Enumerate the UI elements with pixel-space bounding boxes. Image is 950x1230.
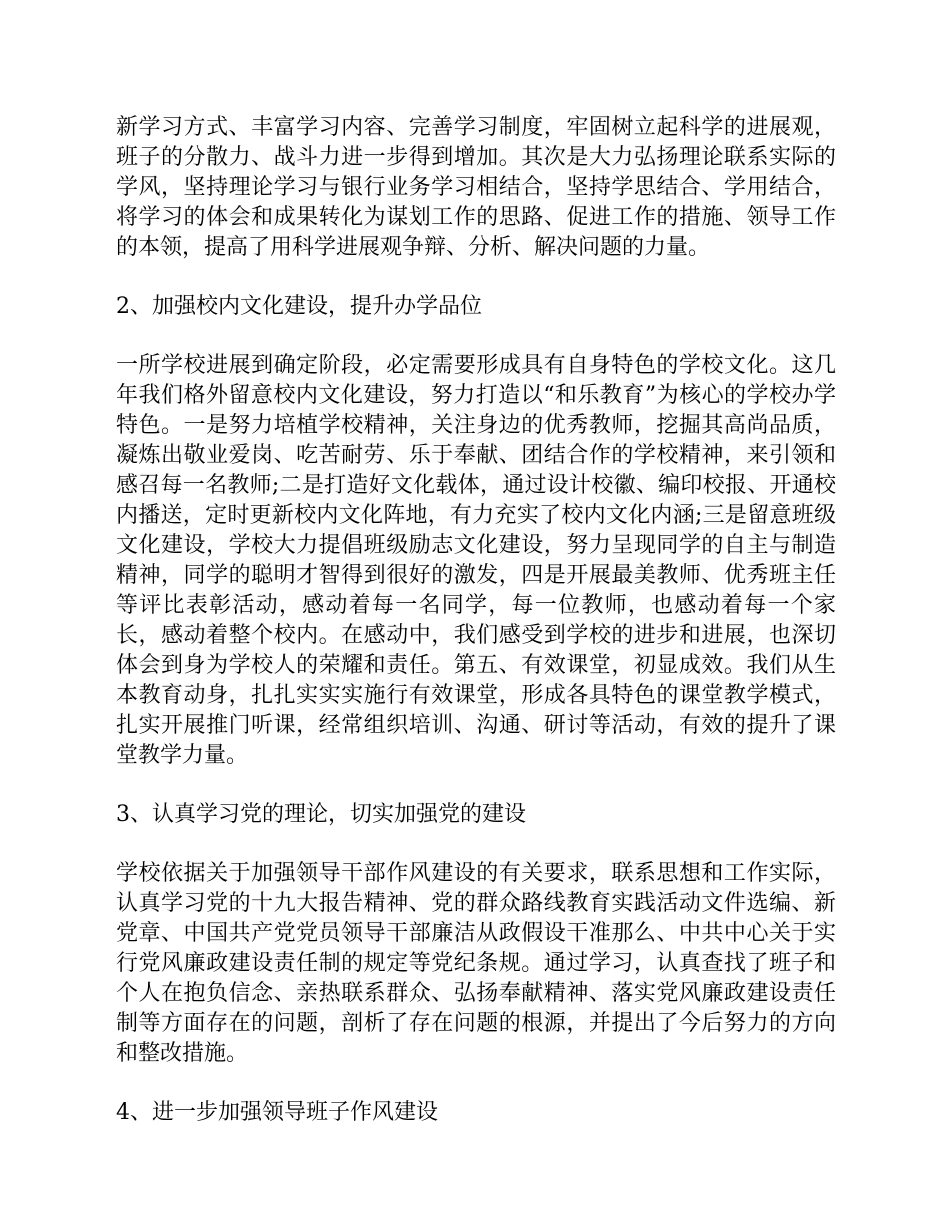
body-paragraph: 一所学校进展到确定阶段，必定需要形成具有自身特色的学校文化。这几年我们格外留意校内文化建设，努力打造以“和乐教育”为核心的学校办学特色。一是努力培植学校精神，关注身边的优秀教师，挖掘其高尚品质，凝炼出敬业爱岗、吃苦耐劳、乐于奉献、团结合作的学校精神，来引领和感召每一名教师;二是打造好文化载体，通过设计校徽、编印校报、开通校内播送，定时更新校内文化阵地，有力充实了校内文化内涵;三是留意班级文化建设，学校大力提倡班级励志文化建设，努力呈现同学的自主与制造精神，同学的聪明才智得到很好的激发，四是开展最美教师、优秀班主任等评比表彰活动，感动着每一名同学，每一位教师，也感动着每一个家长，感动着整个校内。在感动中，我们感受到学校的进步和进展，也深切体会到身为学校人的荣耀和责任。第五、有效课堂，初显成效。我们从生本教育动身，扎扎实实实施行有效课堂，形成各具特色的课堂教学模式，扎实开展推门听课，经常组织培训、沟通、研讨等活动，有效的提升了课堂教学力量。 [116,353,836,768]
section-heading-3: 3、认真学习党的理论，切实加强党的建设 [116,802,526,827]
section-heading-2: 2、加强校内文化建设，提升办学品位 [116,294,482,319]
section-heading-4: 4、进一步加强领导班子作风建设 [116,1100,438,1125]
body-paragraph: 新学习方式、丰富学习内容、完善学习制度，牢固树立起科学的进展观，班子的分散力、战斗力进一步得到增加。其次是大力弘扬理论联系实际的学风，坚持理论学习与银行业务学习相结合，坚持学思结合、学用结合，将学习的体会和成果转化为谋划工作的思路、促进工作的措施、领导工作的本领，提高了用科学进展观争辩、分析、解决问题的力量。 [116,115,836,260]
document-page [116,113,836,1157]
body-paragraph: 学校依据关于加强领导干部作风建设的有关要求，联系思想和工作实际，认真学习党的十九大报告精神、党的群众路线教育实践活动文件选编、新党章、中国共产党党员领导干部廉洁从政假设干准那么、中共中心关于实行党风廉政建设责任制的规定等党纪条规。通过学习，认真查找了班子和个人在抱负信念、亲热联系群众、弘扬奉献精神、落实党风廉政建设责任制等方面存在的问题，剖析了存在问题的根源，并提出了今后努力的方向和整改措施。 [116,861,836,1066]
